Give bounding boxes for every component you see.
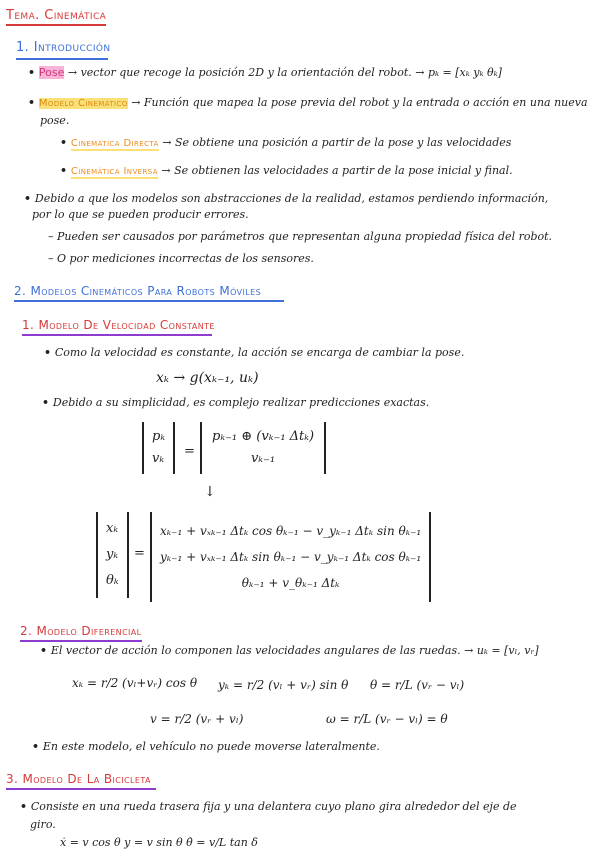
matrix-2-left-row: yₖ xyxy=(106,547,119,562)
constant-bullet-1-text: Como la velocidad es constante, la acción se encarga de cambiar la pose. xyxy=(54,346,465,359)
formula-y: yₖ = r/2 (vₗ + vᵣ) sin θ xyxy=(218,678,349,692)
equals-sign: = xyxy=(184,444,195,459)
dash-2: – O por mediciones incorrectas de los sensores. xyxy=(48,252,314,265)
down-arrow: ↓ xyxy=(204,484,216,500)
directa-term: Cinemática Directa xyxy=(70,138,159,149)
bullet: • xyxy=(28,96,39,109)
bullet: • xyxy=(42,396,53,409)
diff-bullet-1 xyxy=(40,644,539,657)
bullet: • xyxy=(60,136,71,149)
formula-theta: θ = r/L (vᵣ − vₗ) xyxy=(370,678,465,692)
pose-term: Pose xyxy=(38,66,65,79)
diff-bullet-1-text: El vector de acción lo componen las velocidades angulares de las ruedas. xyxy=(50,644,461,657)
diff-bullet-2 xyxy=(32,740,380,753)
formula-x: xₖ = r/2 (vₗ+vᵣ) cos θ xyxy=(72,676,198,690)
formula-g: xₖ → g(xₖ₋₁, uₖ) xyxy=(156,370,259,386)
modelo-text: → Función que mapea la pose previa del robot y la entrada o acción en una nueva xyxy=(131,96,588,109)
debido-text: Debido a que los modelos son abstracciones de la realidad, estamos perdiendo información, xyxy=(34,192,549,205)
section-1-heading: 1. Introducción xyxy=(16,40,111,55)
section-2-underline xyxy=(14,300,284,302)
subsection-3-underline xyxy=(6,788,156,790)
matrix-2-left xyxy=(96,512,129,598)
bullet: • xyxy=(40,644,51,657)
inversa-text: → Se obtienen las velocidades a partir de la pose inicial y final. xyxy=(161,164,513,177)
modelo-line xyxy=(28,96,588,109)
bullet: • xyxy=(24,192,35,205)
matrix-2-left-row: xₖ xyxy=(106,521,119,536)
page-title xyxy=(6,8,106,23)
bike-bullet-1-text: Consiste en una rueda trasera fija y una delantera cuyo plano gira alrededor del eje de xyxy=(30,800,517,813)
bike-bullet-1 xyxy=(20,800,517,813)
directa-text: → Se obtiene una posición a partir de la pose y las velocidades xyxy=(162,136,512,149)
modelo-text-2: pose. xyxy=(40,114,70,127)
subsection-1-heading: 1. Modelo De Velocidad Constante xyxy=(22,318,215,332)
subsection-2-heading: 2. Modelo Diferencial xyxy=(20,624,142,638)
matrix-1-right xyxy=(200,422,326,474)
bullet: • xyxy=(60,164,71,177)
matrix-1-right-row: pₖ₋₁ ⊕ (vₖ₋₁ Δtₖ) xyxy=(212,429,315,444)
bullet: • xyxy=(32,740,43,753)
matrix-1-left-row: pₖ xyxy=(152,429,166,444)
matrix-2-right-row: θₖ₋₁ + v_θₖ₋₁ Δtₖ xyxy=(241,576,340,590)
bullet: • xyxy=(44,346,55,359)
bullet: • xyxy=(20,800,31,813)
bike-formulas: ẋ = v cos θ y = v sin θ θ̇ = v/L tan δ xyxy=(60,836,258,849)
debido-text-2: por lo que se pueden producir errores. xyxy=(32,208,249,221)
matrix-2-left-row: θₖ xyxy=(106,573,119,588)
matrix-2-right-row: yₖ₋₁ + vₓₖ₋₁ Δtₖ sin θₖ₋₁ − v_yₖ₋₁ Δtₖ cos θₖ₋₁ xyxy=(160,550,422,564)
subsection-1-underline xyxy=(22,334,212,336)
constant-bullet-2 xyxy=(42,396,429,409)
subsection-2-underline xyxy=(20,640,142,642)
constant-bullet-2-text: Debido a su simplicidad, es complejo realizar predicciones exactas. xyxy=(52,396,430,409)
matrix-2-right-row: xₖ₋₁ + vₓₖ₋₁ Δtₖ cos θₖ₋₁ − v_yₖ₋₁ Δtₖ sin θₖ₋₁ xyxy=(160,524,422,538)
diff-bullet-2-text: En este modelo, el vehículo no puede moverse lateralmente. xyxy=(42,740,380,753)
pose-line xyxy=(28,66,502,79)
matrix-2-right xyxy=(150,512,431,602)
debido-line xyxy=(24,192,548,205)
directa-line xyxy=(60,136,511,149)
section-1-underline xyxy=(16,58,108,60)
diff-bullet-1-formula: → uₖ = [vₗ, vᵣ] xyxy=(464,644,539,657)
matrix-1-left xyxy=(142,422,175,474)
page-title-text: Tema. Cinemática xyxy=(6,8,106,26)
bullet: • xyxy=(28,66,39,79)
constant-bullet-1 xyxy=(44,346,464,359)
dash-1: – Pueden ser causados por parámetros que representan alguna propiedad física del robot. xyxy=(48,230,553,243)
pose-formula: → pₖ = [xₖ yₖ θₖ] xyxy=(415,66,502,79)
matrix-1-right-row: vₖ₋₁ xyxy=(250,451,276,466)
subsection-3-heading: 3. Modelo De La Bicicleta xyxy=(6,772,151,786)
pose-text: → vector que recoge la posición 2D y la orientación del robot. xyxy=(67,66,412,79)
formula-v: v = r/2 (vᵣ + vₗ) xyxy=(150,712,244,726)
modelo-term: Modelo Cinemático xyxy=(38,98,128,109)
inversa-line xyxy=(60,164,513,177)
equals-sign: = xyxy=(134,546,145,561)
bike-bullet-1-text-2: giro. xyxy=(30,818,56,831)
section-2-heading: 2. Modelos Cinemáticos Para Robots Móviles xyxy=(14,284,262,298)
matrix-1-left-row: vₖ xyxy=(152,451,165,466)
formula-w: ω = r/L (vᵣ − vₗ) = θ xyxy=(326,712,448,726)
inversa-term: Cinemática Inversa xyxy=(70,166,158,177)
